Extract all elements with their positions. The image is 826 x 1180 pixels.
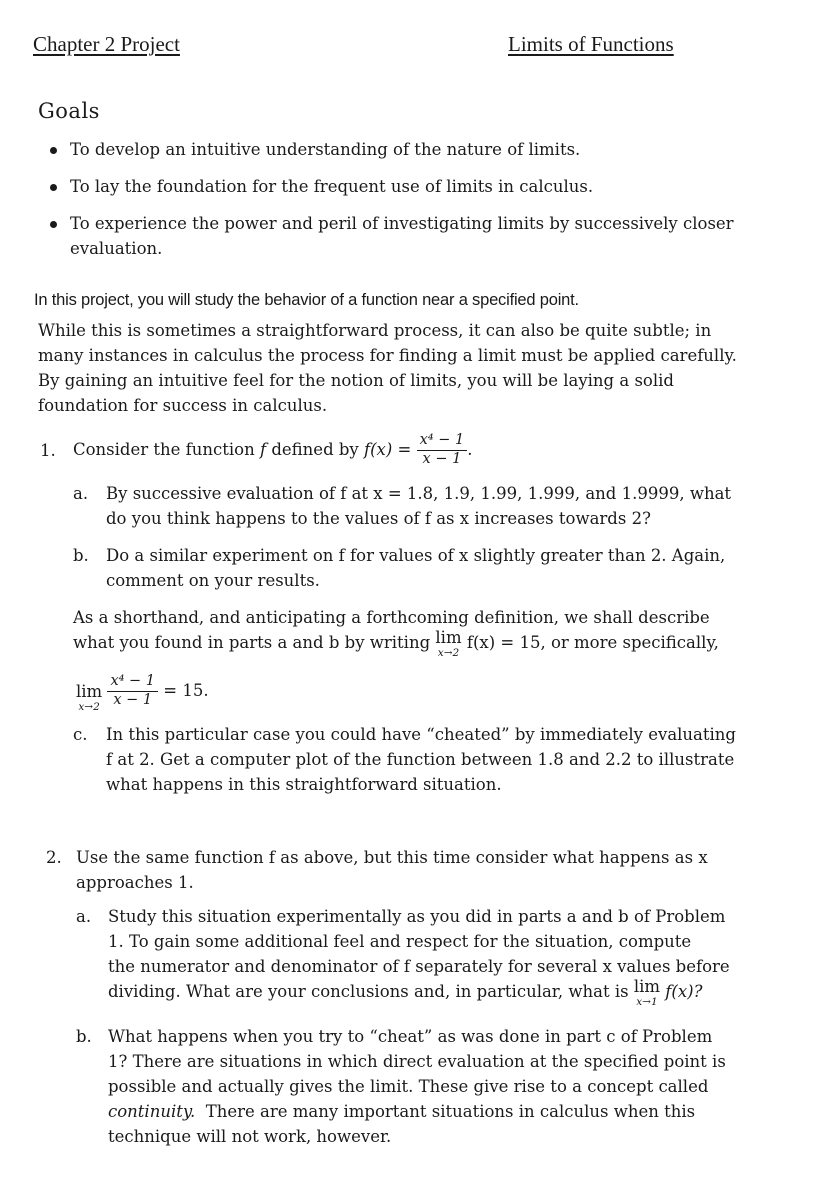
problem-1-number: 1. xyxy=(40,441,56,460)
part-label-a: a. xyxy=(73,484,89,503)
intro-line: In this project, you will study the behavior of a function near a specified point. xyxy=(34,291,579,309)
problem-1-statement xyxy=(73,424,472,476)
part-label-c: c. xyxy=(73,725,88,744)
function-fraction xyxy=(417,433,468,468)
fraction-numerator: x⁴ − 1 xyxy=(417,433,468,451)
part-2a-pre: dividing. What are your conclusions and, in particular, what is xyxy=(108,982,629,1001)
problem-1-lead: Consider the function xyxy=(73,440,255,459)
part-2b-line: technique will not work, however. xyxy=(108,1127,392,1146)
part-1b-line: Do a similar experiment on f for values of x slightly greater than 2. Again, xyxy=(106,546,726,565)
goal-item: To experience the power and peril of investigating limits by successively closer xyxy=(70,214,734,233)
part-2a-post: f(x)? xyxy=(665,982,703,1001)
goal-item-continuation: evaluation. xyxy=(70,239,163,258)
part-1a-line: By successive evaluation of f at x = 1.8, 1.9, 1.99, 1.999, and 1.9999, what xyxy=(106,484,732,503)
limit-notation xyxy=(634,979,660,1007)
part-2b-line: What happens when you try to “cheat” as was done in part c of Problem xyxy=(108,1027,713,1046)
function-symbol: f xyxy=(259,440,267,459)
bullet-icon xyxy=(50,221,57,228)
goal-item: To lay the foundation for the frequent use of limits in calculus. xyxy=(70,177,594,196)
lim-word: lim xyxy=(435,628,462,647)
bullet-icon xyxy=(50,147,57,154)
part-1a-line: do you think happens to the values of f as x increases towards 2? xyxy=(106,509,651,528)
lim-word: lim xyxy=(633,977,661,996)
part-1c-line: In this particular case you could have “cheated” by immediately evaluating xyxy=(106,725,736,744)
part-2a-line-4 xyxy=(108,979,702,1007)
shorthand-line: As a shorthand, and anticipating a forthcoming definition, we shall describe xyxy=(73,608,710,627)
limit-equation xyxy=(76,670,209,712)
lim-subscript: x→2 xyxy=(437,646,460,659)
part-1b-line: comment on your results. xyxy=(106,571,320,590)
limit-fraction xyxy=(107,674,158,709)
lim-word: lim xyxy=(76,682,103,701)
chapter-heading: Chapter 2 Project xyxy=(33,32,180,56)
part-2b-line-4 xyxy=(108,1099,695,1125)
intro-line: By gaining an intuitive feel for the notion of limits, you will be laying a solid xyxy=(38,371,674,390)
function-lhs: f(x) = xyxy=(364,440,412,459)
bullet-icon xyxy=(50,184,57,191)
lim-subscript: x→2 xyxy=(78,700,100,713)
part-2b-rest: There are many important situations in calculus when this xyxy=(205,1102,696,1121)
part-2a-line: Study this situation experimentally as you did in parts a and b of Problem xyxy=(108,907,726,926)
problem-1-mid: defined by xyxy=(271,440,359,459)
limit-result: = 15. xyxy=(163,681,209,700)
intro-line: foundation for success in calculus. xyxy=(38,396,328,415)
part-label-b: b. xyxy=(76,1027,92,1046)
part-2a-line: the numerator and denominator of f separately for several x values before xyxy=(108,957,730,976)
shorthand-pre: what you found in parts a and b by writing xyxy=(73,633,431,652)
part-1c-line: what happens in this straightforward situation. xyxy=(106,775,502,794)
goals-title: Goals xyxy=(38,99,100,123)
part-2b-line: possible and actually gives the limit. These give rise to a concept called xyxy=(108,1077,709,1096)
intro-line: many instances in calculus the process for finding a limit must be applied carefully. xyxy=(38,346,737,365)
problem-2-line: approaches 1. xyxy=(76,873,194,892)
fraction-period: . xyxy=(467,440,473,459)
intro-line: While this is sometimes a straightforward process, it can also be quite subtle; in xyxy=(38,321,712,340)
part-2b-line: 1? There are situations in which direct evaluation at the specified point is xyxy=(108,1052,726,1071)
goal-item: To develop an intuitive understanding of the nature of limits. xyxy=(70,140,581,159)
shorthand-expr: f(x) = 15, or more specifically, xyxy=(466,633,719,652)
limit-notation xyxy=(435,630,461,658)
lim-subscript: x→1 xyxy=(636,995,658,1008)
topic-heading: Limits of Functions xyxy=(508,32,674,56)
part-label-a: a. xyxy=(76,907,92,926)
problem-2-line: Use the same function f as above, but this time consider what happens as x xyxy=(76,848,708,867)
part-2a-line: 1. To gain some additional feel and respect for the situation, compute xyxy=(108,932,692,951)
fraction-denominator: x − 1 xyxy=(422,450,462,467)
part-1c-line: f at 2. Get a computer plot of the function between 1.8 and 2.2 to illustrate xyxy=(106,750,735,769)
shorthand-line-2 xyxy=(73,630,719,658)
problem-2-number: 2. xyxy=(46,848,62,867)
continuity-term: continuity. xyxy=(108,1102,196,1121)
fraction-denominator: x − 1 xyxy=(113,691,153,708)
part-label-b: b. xyxy=(73,546,89,565)
fraction-numerator: x⁴ − 1 xyxy=(107,674,158,692)
limit-notation xyxy=(76,684,102,712)
